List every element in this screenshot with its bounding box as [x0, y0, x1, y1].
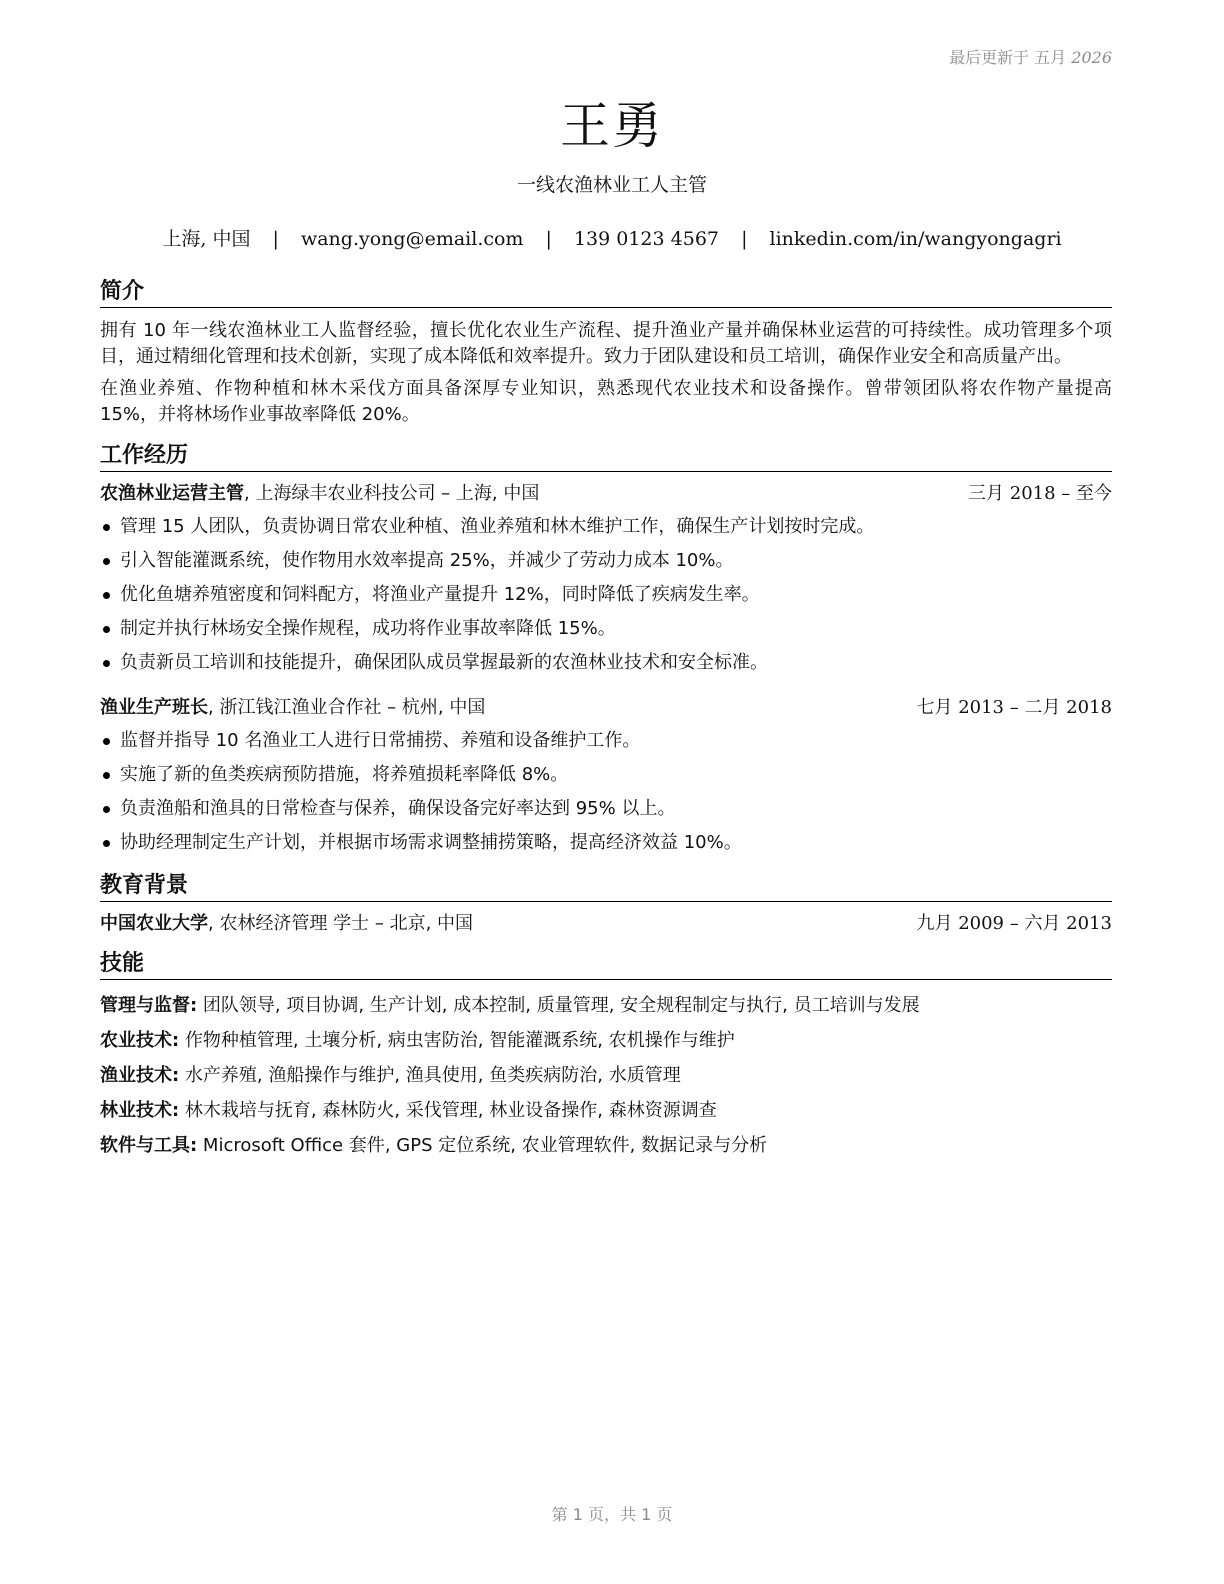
education-dates: 九月 2009 – 六月 2013	[916, 913, 1112, 934]
contact-separator: |	[545, 228, 552, 250]
summary-paragraph: 在渔业养殖、作物种植和林木采伐方面具备深厚专业知识，熟悉现代农业技术和设备操作。曾带领团队将农作物产量提高 15%，并将林场作业事故率降低 20%。	[100, 378, 1112, 425]
skills-row	[100, 1023, 1112, 1058]
contact-line	[0, 224, 1224, 251]
skills-row	[100, 1058, 1112, 1093]
summary-paragraph: 拥有 10 年一线农渔林业工人监督经验，擅长优化农业生产流程、提升渔业产量并确保林业运营的可持续性。成功管理多个项目，通过精细化管理和技术创新，实现了成本降低和效率提升。致力于团队建设和员工培训，确保作业安全和高质量产出。	[100, 320, 1112, 367]
contact-separator: |	[741, 228, 748, 250]
section-heading-experience: 工作经历	[100, 442, 1112, 472]
section-heading-skills: 技能	[100, 950, 1112, 980]
skills-label: 林业技术:	[100, 1100, 180, 1121]
skills-row	[100, 1128, 1112, 1163]
job-entry	[100, 694, 1112, 860]
section-heading-education: 教育背景	[100, 872, 1112, 902]
education-entry	[100, 910, 1112, 938]
education-line	[100, 910, 473, 938]
job-header	[100, 480, 1112, 508]
skills-value: 林木栽培与抚育, 森林防火, 采伐管理, 林业设备操作, 森林资源调查	[179, 1100, 717, 1121]
job-dates: 三月 2018 – 至今	[968, 483, 1112, 504]
skills-value: 作物种植管理, 土壤分析, 病虫害防治, 智能灌溉系统, 农机操作与维护	[179, 1030, 735, 1051]
contact-email[interactable]: wang.yong@email.com	[300, 228, 524, 250]
skills-value: Microsoft Office 套件, GPS 定位系统, 农业管理软件, 数据记录与分析	[197, 1135, 768, 1156]
contact-location: 上海, 中国	[162, 228, 251, 250]
job-entry	[100, 480, 1112, 680]
job-dates: 七月 2013 – 二月 2018	[916, 697, 1112, 718]
job-bullet: 管理 15 人团队，负责协调日常农业种植、渔业养殖和林木维护工作，确保生产计划按时完成。	[100, 510, 1112, 544]
job-role-line	[100, 480, 539, 508]
job-header	[100, 694, 1112, 722]
job-bullets	[100, 724, 1112, 860]
job-org: , 浙江钱江渔业合作社 – 杭州, 中国	[208, 697, 486, 718]
job-role: 渔业生产班长	[100, 697, 208, 718]
contact-separator: |	[272, 228, 279, 250]
job-bullet: 负责新员工培训和技能提升，确保团队成员掌握最新的农渔林业技术和安全标准。	[100, 646, 1112, 680]
last-updated	[949, 45, 1112, 68]
job-title: 一线农渔林业工人主管	[516, 174, 707, 196]
job-role: 农渔林业运营主管	[100, 483, 244, 504]
skills-label: 管理与监督:	[100, 995, 198, 1016]
skills-label: 软件与工具:	[100, 1135, 198, 1156]
job-bullet: 负责渔船和渔具的日常检查与保养，确保设备完好率达到 95% 以上。	[100, 792, 1112, 826]
skills-value: 团队领导, 项目协调, 生产计划, 成本控制, 质量管理, 安全规程制定与执行, 员工培训与发展	[197, 995, 920, 1016]
education-school: 中国农业大学	[100, 913, 208, 934]
skills-label: 农业技术:	[100, 1030, 180, 1051]
page-number-footer: 第 1 页，共 1 页	[551, 1505, 673, 1524]
job-role-line	[100, 694, 485, 722]
skills-label: 渔业技术:	[100, 1065, 180, 1086]
job-bullet: 实施了新的鱼类疾病预防措施，将养殖损耗率降低 8%。	[100, 758, 1112, 792]
skills-value: 水产养殖, 渔船操作与维护, 渔具使用, 鱼类疾病防治, 水质管理	[179, 1065, 681, 1086]
job-bullet: 协助经理制定生产计划，并根据市场需求调整捕捞策略，提高经济效益 10%。	[100, 826, 1112, 860]
skills-row	[100, 1093, 1112, 1128]
skills-row	[100, 988, 1112, 1023]
last-updated-year: 2026	[1071, 48, 1112, 67]
person-name: 王勇	[560, 97, 664, 155]
job-bullet: 监督并指导 10 名渔业工人进行日常捕捞、养殖和设备维护工作。	[100, 724, 1112, 758]
section-heading-summary: 简介	[100, 278, 1112, 308]
contact-phone: 139 0123 4567	[573, 228, 720, 250]
education-detail: , 农林经济管理 学士 – 北京, 中国	[208, 913, 474, 934]
job-bullet: 制定并执行林场安全操作规程，成功将作业事故率降低 15%。	[100, 612, 1112, 646]
job-bullets	[100, 510, 1112, 680]
job-bullet: 优化鱼塘养殖密度和饲料配方，将渔业产量提升 12%，同时降低了疾病发生率。	[100, 578, 1112, 612]
job-org: , 上海绿丰农业科技公司 – 上海, 中国	[244, 483, 540, 504]
job-bullet: 引入智能灌溉系统，使作物用水效率提高 25%，并减少了劳动力成本 10%。	[100, 544, 1112, 578]
resume-content	[100, 278, 1112, 1163]
contact-linkedin[interactable]: linkedin.com/in/wangyongagri	[769, 228, 1062, 250]
last-updated-label: 最后更新于 五月	[949, 48, 1067, 67]
